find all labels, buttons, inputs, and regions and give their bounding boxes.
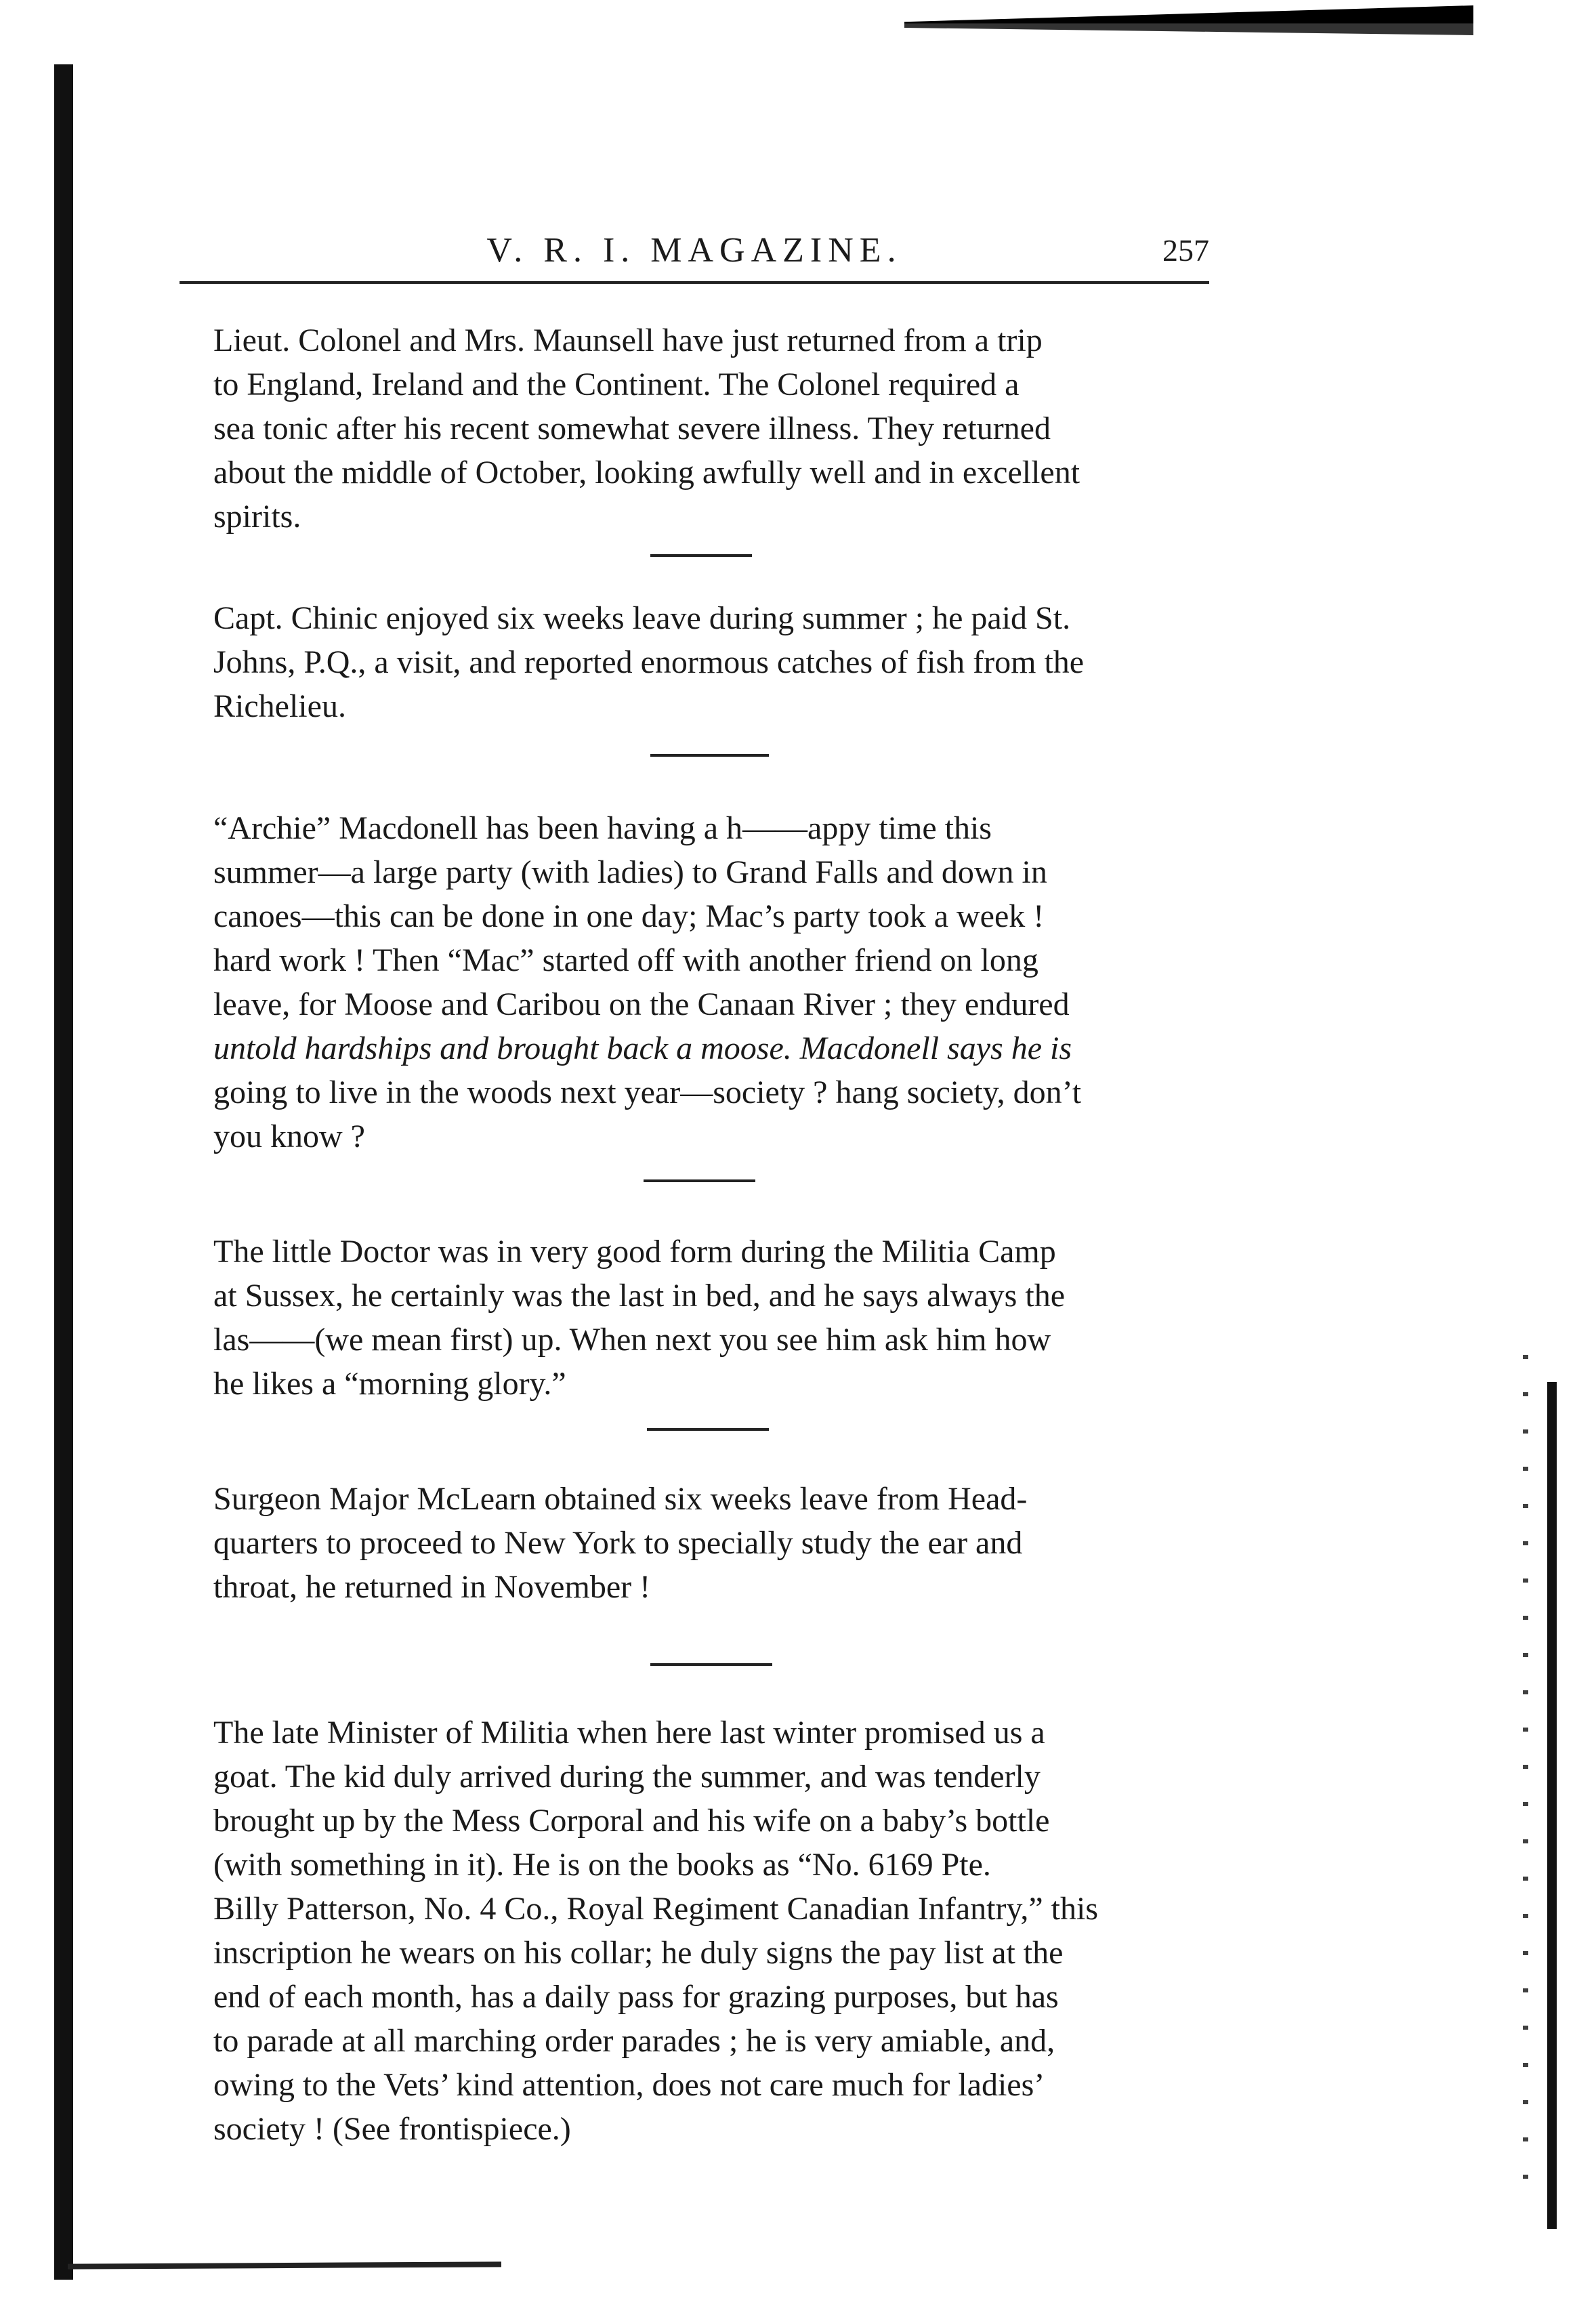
separator-rule [644,1179,755,1182]
text-line: (with something in it). He is on the books as “No. 6169 Pte. [213,1847,991,1883]
text-line: Lieut. Colonel and Mrs. Maunsell have just returned from a trip [213,322,1043,358]
text-line: about the middle of October, looking awfully well and in excellent [213,455,1080,490]
scan-edge-top [904,5,1473,35]
running-header [180,224,1209,278]
article-macdonell [213,806,1223,1158]
separator-rule [650,554,752,557]
page-number: 257 [1162,233,1209,268]
text-line: sea tonic after his recent somewhat severe illness. They returned [213,411,1051,446]
header-rule [180,281,1209,284]
text-line: summer—a large party (with ladies) to Grand Falls and down in [213,854,1047,890]
text-line: society ! (See frontispiece.) [213,2111,571,2147]
text-line: Billy Patterson, No. 4 Co., Royal Regiment Canadian Infantry,” this [213,1891,1099,1927]
text-line: end of each month, has a daily pass for grazing purposes, but has [213,1979,1059,2015]
article-mclearn [213,1477,1223,1609]
text-line: canoes—this can be done in one day; Mac’s party took a week ! [213,898,1045,934]
text-line: hard work ! Then “Mac” started off with another friend on long [213,942,1038,978]
article-doctor [213,1230,1223,1406]
scan-edge-right-dots [1523,1355,1528,2202]
separator-rule [647,1428,769,1431]
text-line: throat, he returned in November ! [213,1569,651,1605]
text-line: “Archie” Macdonell has been having a h——appy time this [213,810,992,846]
scan-edge-right [1547,1382,1557,2229]
text-line: goat. The kid duly arrived during the summer, and was tenderly [213,1759,1041,1795]
text-line: The late Minister of Militia when here last winter promised us a [213,1715,1045,1751]
text-line: to England, Ireland and the Continent. The Colonel required a [213,367,1020,402]
text-line: to parade at all marching order parades ; he is very amiable, and, [213,2023,1055,2059]
text-line: untold hardships and brought back a moose. Macdonell says he is [213,1030,1072,1066]
article-goat [213,1711,1223,2151]
separator-rule [650,754,769,757]
text-line: going to live in the woods next year—society ? hang society, don’t [213,1074,1082,1110]
text-line: at Sussex, he certainly was the last in bed, and he says always the [213,1278,1065,1314]
text-line: spirits. [213,499,301,535]
text-line: Surgeon Major McLearn obtained six weeks leave from Head- [213,1481,1028,1517]
text-line: las——(we mean first) up. When next you see him ask him how [213,1322,1051,1358]
text-line: you know ? [213,1118,365,1154]
separator-rule [650,1663,772,1666]
scan-edge-left [54,64,73,2280]
text-line: Capt. Chinic enjoyed six weeks leave during summer ; he paid St. [213,600,1071,636]
text-line: leave, for Moose and Caribou on the Canaan River ; they endured [213,986,1070,1022]
text-line: owing to the Vets’ kind attention, does not care much for ladies’ [213,2067,1045,2103]
scan-edge-bottom [68,2261,501,2269]
text-line: The little Doctor was in very good form during the Militia Camp [213,1234,1056,1270]
text-line: Richelieu. [213,688,346,724]
text-line: inscription he wears on his collar; he duly signs the pay list at the [213,1935,1064,1971]
text-line: Johns, P.Q., a visit, and reported enormous catches of fish from the [213,644,1085,680]
text-line: quarters to proceed to New York to specially study the ear and [213,1525,1023,1561]
article-chinic [213,596,1223,728]
text-line: he likes a “morning glory.” [213,1366,566,1402]
magazine-title: V. R. I. MAGAZINE. [486,231,902,270]
article-maunsell [213,318,1223,539]
text-line: brought up by the Mess Corporal and his wife on a baby’s bottle [213,1803,1050,1839]
